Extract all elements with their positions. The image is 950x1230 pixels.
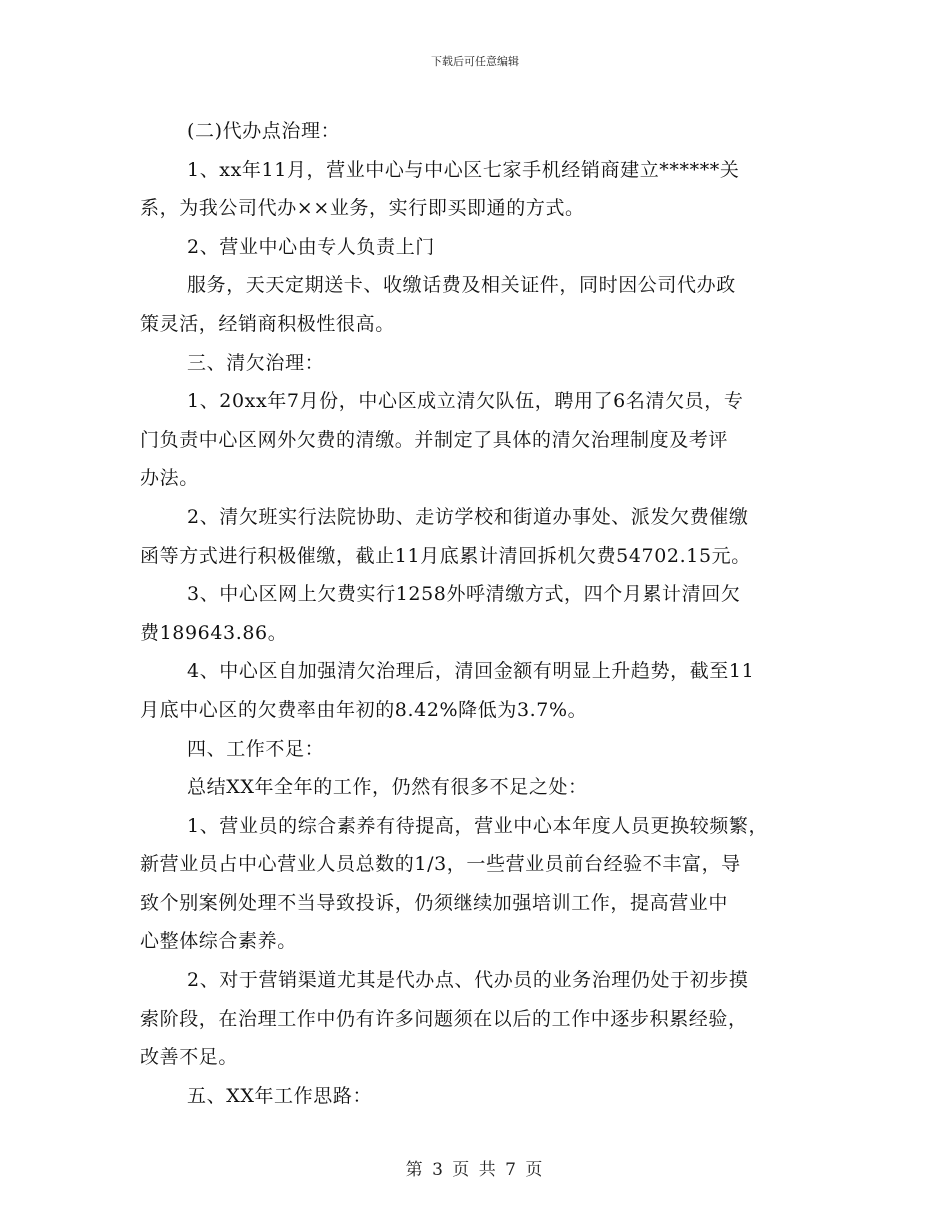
page-number-footer: 第 3 页 共 7 页 — [405, 1160, 545, 1180]
text-line: 办法。 — [140, 467, 199, 490]
text-line: 索阶段，在治理工作中仍有许多问题须在以后的工作中逐步积累经验， — [140, 1007, 748, 1030]
text-line: 门负责中心区网外欠费的清缴。并制定了具体的清欠治理制度及考评 — [140, 428, 729, 451]
text-line: 费189643.86。 — [140, 621, 288, 644]
text-line: 2、对于营销渠道尤其是代办点、代办员的业务治理仍处于初步摸 — [187, 969, 749, 992]
page-header: 下载后可任意编辑 — [431, 55, 519, 68]
text-line: 心整体综合素养。 — [140, 930, 297, 953]
text-line: 1、xx年11月，营业中心与中心区七家手机经销商建立******关 — [187, 158, 740, 181]
text-line: 策灵活，经销商积极性很高。 — [140, 312, 395, 335]
text-line: 三、清欠治理： — [187, 351, 325, 374]
text-line: 函等方式进行积极催缴，截止11月底累计清回拆机欠费54702.15元。 — [140, 544, 751, 567]
text-line: 系，为我公司代办××业务，实行即买即通的方式。 — [140, 197, 585, 220]
text-line: 服务，天天定期送卡、收缴话费及相关证件，同时因公司代办政 — [187, 274, 736, 297]
text-line: 新营业员占中心营业人员总数的1/3，一些营业员前台经验不丰富，导 — [140, 853, 741, 876]
text-line: 4、中心区自加强清欠治理后，清回金额有明显上升趋势，截至11 — [187, 660, 755, 683]
text-line: 3、中心区网上欠费实行1258外呼清缴方式，四个月累计清回欠 — [187, 583, 741, 606]
text-line: 五、XX年工作思路： — [187, 1084, 373, 1107]
text-line: 总结XX年全年的工作，仍然有很多不足之处： — [187, 776, 588, 799]
text-line: 月底中心区的欠费率由年初的8.42%降低为3.7%。 — [140, 698, 588, 721]
document-body — [140, 112, 820, 1115]
text-line: (二)代办点治理： — [187, 120, 341, 142]
text-line: 致个别案例处理不当导致投诉，仍须继续加强培训工作，提高营业中 — [140, 891, 729, 914]
text-line: 四、工作不足： — [187, 737, 325, 760]
text-line: 2、清欠班实行法院协助、走访学校和街道办事处、派发欠费催缴 — [187, 505, 749, 528]
text-line: 1、营业员的综合素养有待提高，营业中心本年度人员更换较频繁， — [187, 814, 769, 837]
text-line: 1、20xx年7月份，中心区成立清欠队伍，聘用了6名清欠员，专 — [187, 390, 744, 413]
text-line: 2、营业中心由专人负责上门 — [187, 235, 435, 258]
text-line: 改善不足。 — [140, 1046, 239, 1069]
